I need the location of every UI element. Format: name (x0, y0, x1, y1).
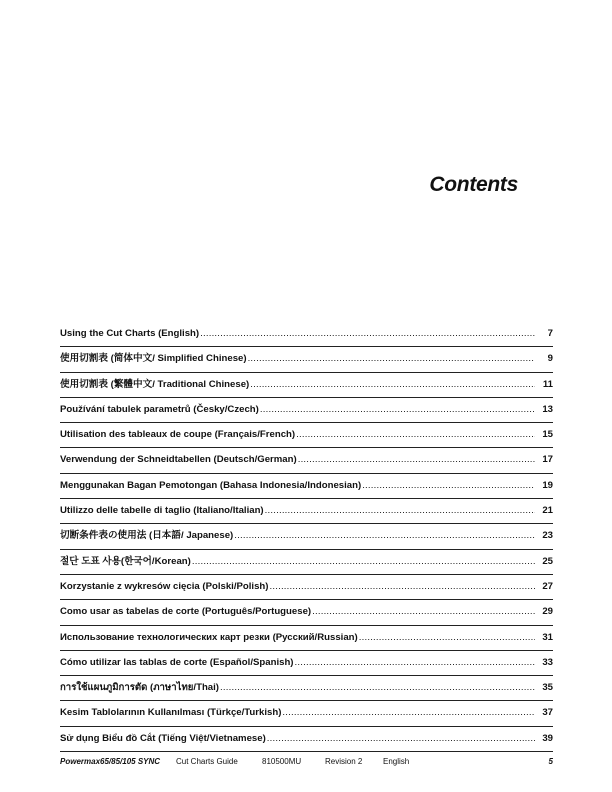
toc-entry-page: 29 (542, 606, 553, 618)
toc-entry-label: Использование технологических карт резки (Русский/Russian) (60, 631, 358, 643)
toc-entry-label: Utilizzo delle tabelle di taglio (Italiano/Italian) (60, 505, 264, 517)
toc-entry-label: Utilisation des tableaux de coupe (Français/French) (60, 429, 296, 441)
footer-page-number: 5 (548, 757, 553, 766)
toc-entry-label: Using the Cut Charts (English) (60, 328, 200, 339)
toc-entry-page: 15 (542, 429, 553, 441)
toc-entry[interactable] (60, 524, 553, 549)
toc-entry-label: Como usar as tabelas de corte (Português/Portuguese) (60, 606, 312, 618)
toc-dot-leader (282, 707, 535, 719)
toc-entry[interactable] (60, 423, 553, 448)
toc-entry-label: Verwendung der Schneidtabellen (Deutsch/German) (60, 454, 297, 466)
toc-dot-leader (260, 404, 535, 416)
toc-dot-leader (295, 657, 536, 669)
toc-entry[interactable] (60, 347, 553, 372)
toc-entry[interactable] (60, 651, 553, 676)
toc-entry[interactable] (60, 398, 553, 423)
toc-entry-label: Používání tabulek parametrů (Česky/Czech) (60, 403, 259, 415)
toc-entry-label: 절단 도표 사용(한국어/Korean) (60, 555, 191, 567)
toc-entry-page: 31 (542, 631, 553, 643)
toc-entry-page: 7 (547, 328, 553, 339)
toc-dot-leader (269, 581, 535, 593)
toc-entry-label: Cómo utilizar las tablas de corte (Español/Spanish) (60, 656, 294, 668)
toc-dot-leader (267, 733, 535, 745)
toc-dot-leader (362, 480, 535, 492)
toc-entry-page: 33 (542, 656, 553, 668)
toc-entry[interactable] (60, 676, 553, 701)
toc-entry[interactable] (60, 550, 553, 575)
toc-dot-leader (359, 632, 535, 644)
toc-entry-label: Kesim Tablolarının Kullanılması (Türkçe/Turkish) (60, 707, 282, 719)
toc-entry-label: การใช้แผนภูมิการตัด (ภาษาไทย/Thai) (60, 682, 219, 694)
toc-dot-leader (220, 682, 535, 694)
toc-entry[interactable] (60, 727, 553, 752)
footer-language: English (383, 757, 410, 766)
toc-entry-page: 35 (542, 682, 553, 694)
toc-entry[interactable] (60, 626, 553, 651)
toc-entry[interactable] (60, 448, 553, 473)
toc-dot-leader (234, 530, 535, 542)
toc-dot-leader (250, 379, 535, 391)
toc-entry[interactable] (60, 701, 553, 726)
toc-entry[interactable] (60, 373, 553, 398)
toc-entry-page: 13 (542, 403, 553, 415)
toc-dot-leader (265, 505, 535, 517)
toc-entry-label: Korzystanie z wykresów cięcia (Polski/Polish) (60, 580, 269, 592)
toc-entry-page: 37 (542, 707, 553, 719)
toc-entry[interactable] (60, 499, 553, 524)
toc-entry[interactable] (60, 600, 553, 625)
footer-revision: Revision 2 (325, 757, 363, 766)
toc-entry-page: 21 (542, 505, 553, 517)
toc-entry-page: 25 (542, 555, 553, 567)
toc-entry-page: 39 (542, 732, 553, 744)
toc-entry-page: 9 (547, 353, 553, 365)
toc-entry[interactable] (60, 322, 553, 347)
toc-entry[interactable] (60, 575, 553, 600)
toc-dot-leader (248, 353, 535, 365)
footer-part-number: 810500MU (262, 757, 302, 766)
toc-dot-leader (200, 328, 535, 340)
toc-entry-label: 使用切割表 (简体中文/ Simplified Chinese) (60, 353, 247, 365)
toc-entry-label: Menggunakan Bagan Pemotongan (Bahasa Indonesia/Indonesian) (60, 479, 362, 491)
toc-entry-page: 11 (542, 378, 553, 390)
footer-product-name: Powermax65/85/105 SYNC (60, 757, 161, 766)
toc-entry-label: 切断条件表の使用法 (日本語/ Japanese) (60, 530, 234, 542)
toc-dot-leader (298, 454, 535, 466)
toc-entry-page: 27 (542, 580, 553, 592)
footer-document-title: Cut Charts Guide (176, 757, 238, 766)
toc-entry[interactable] (60, 474, 553, 499)
toc-dot-leader (312, 606, 535, 618)
toc-entry-label: Sử dụng Biểu đồ Cắt (Tiếng Việt/Vietnamese) (60, 732, 266, 744)
toc-entry-page: 19 (542, 479, 553, 491)
toc-dot-leader (192, 556, 535, 568)
toc-entry-label: 使用切割表 (繁體中文/ Traditional Chinese) (60, 378, 250, 390)
toc-dot-leader (296, 429, 535, 441)
toc-entry-page: 17 (542, 454, 553, 466)
table-of-contents (60, 322, 553, 752)
page-title: Contents (429, 173, 518, 196)
toc-entry-page: 23 (542, 530, 553, 542)
